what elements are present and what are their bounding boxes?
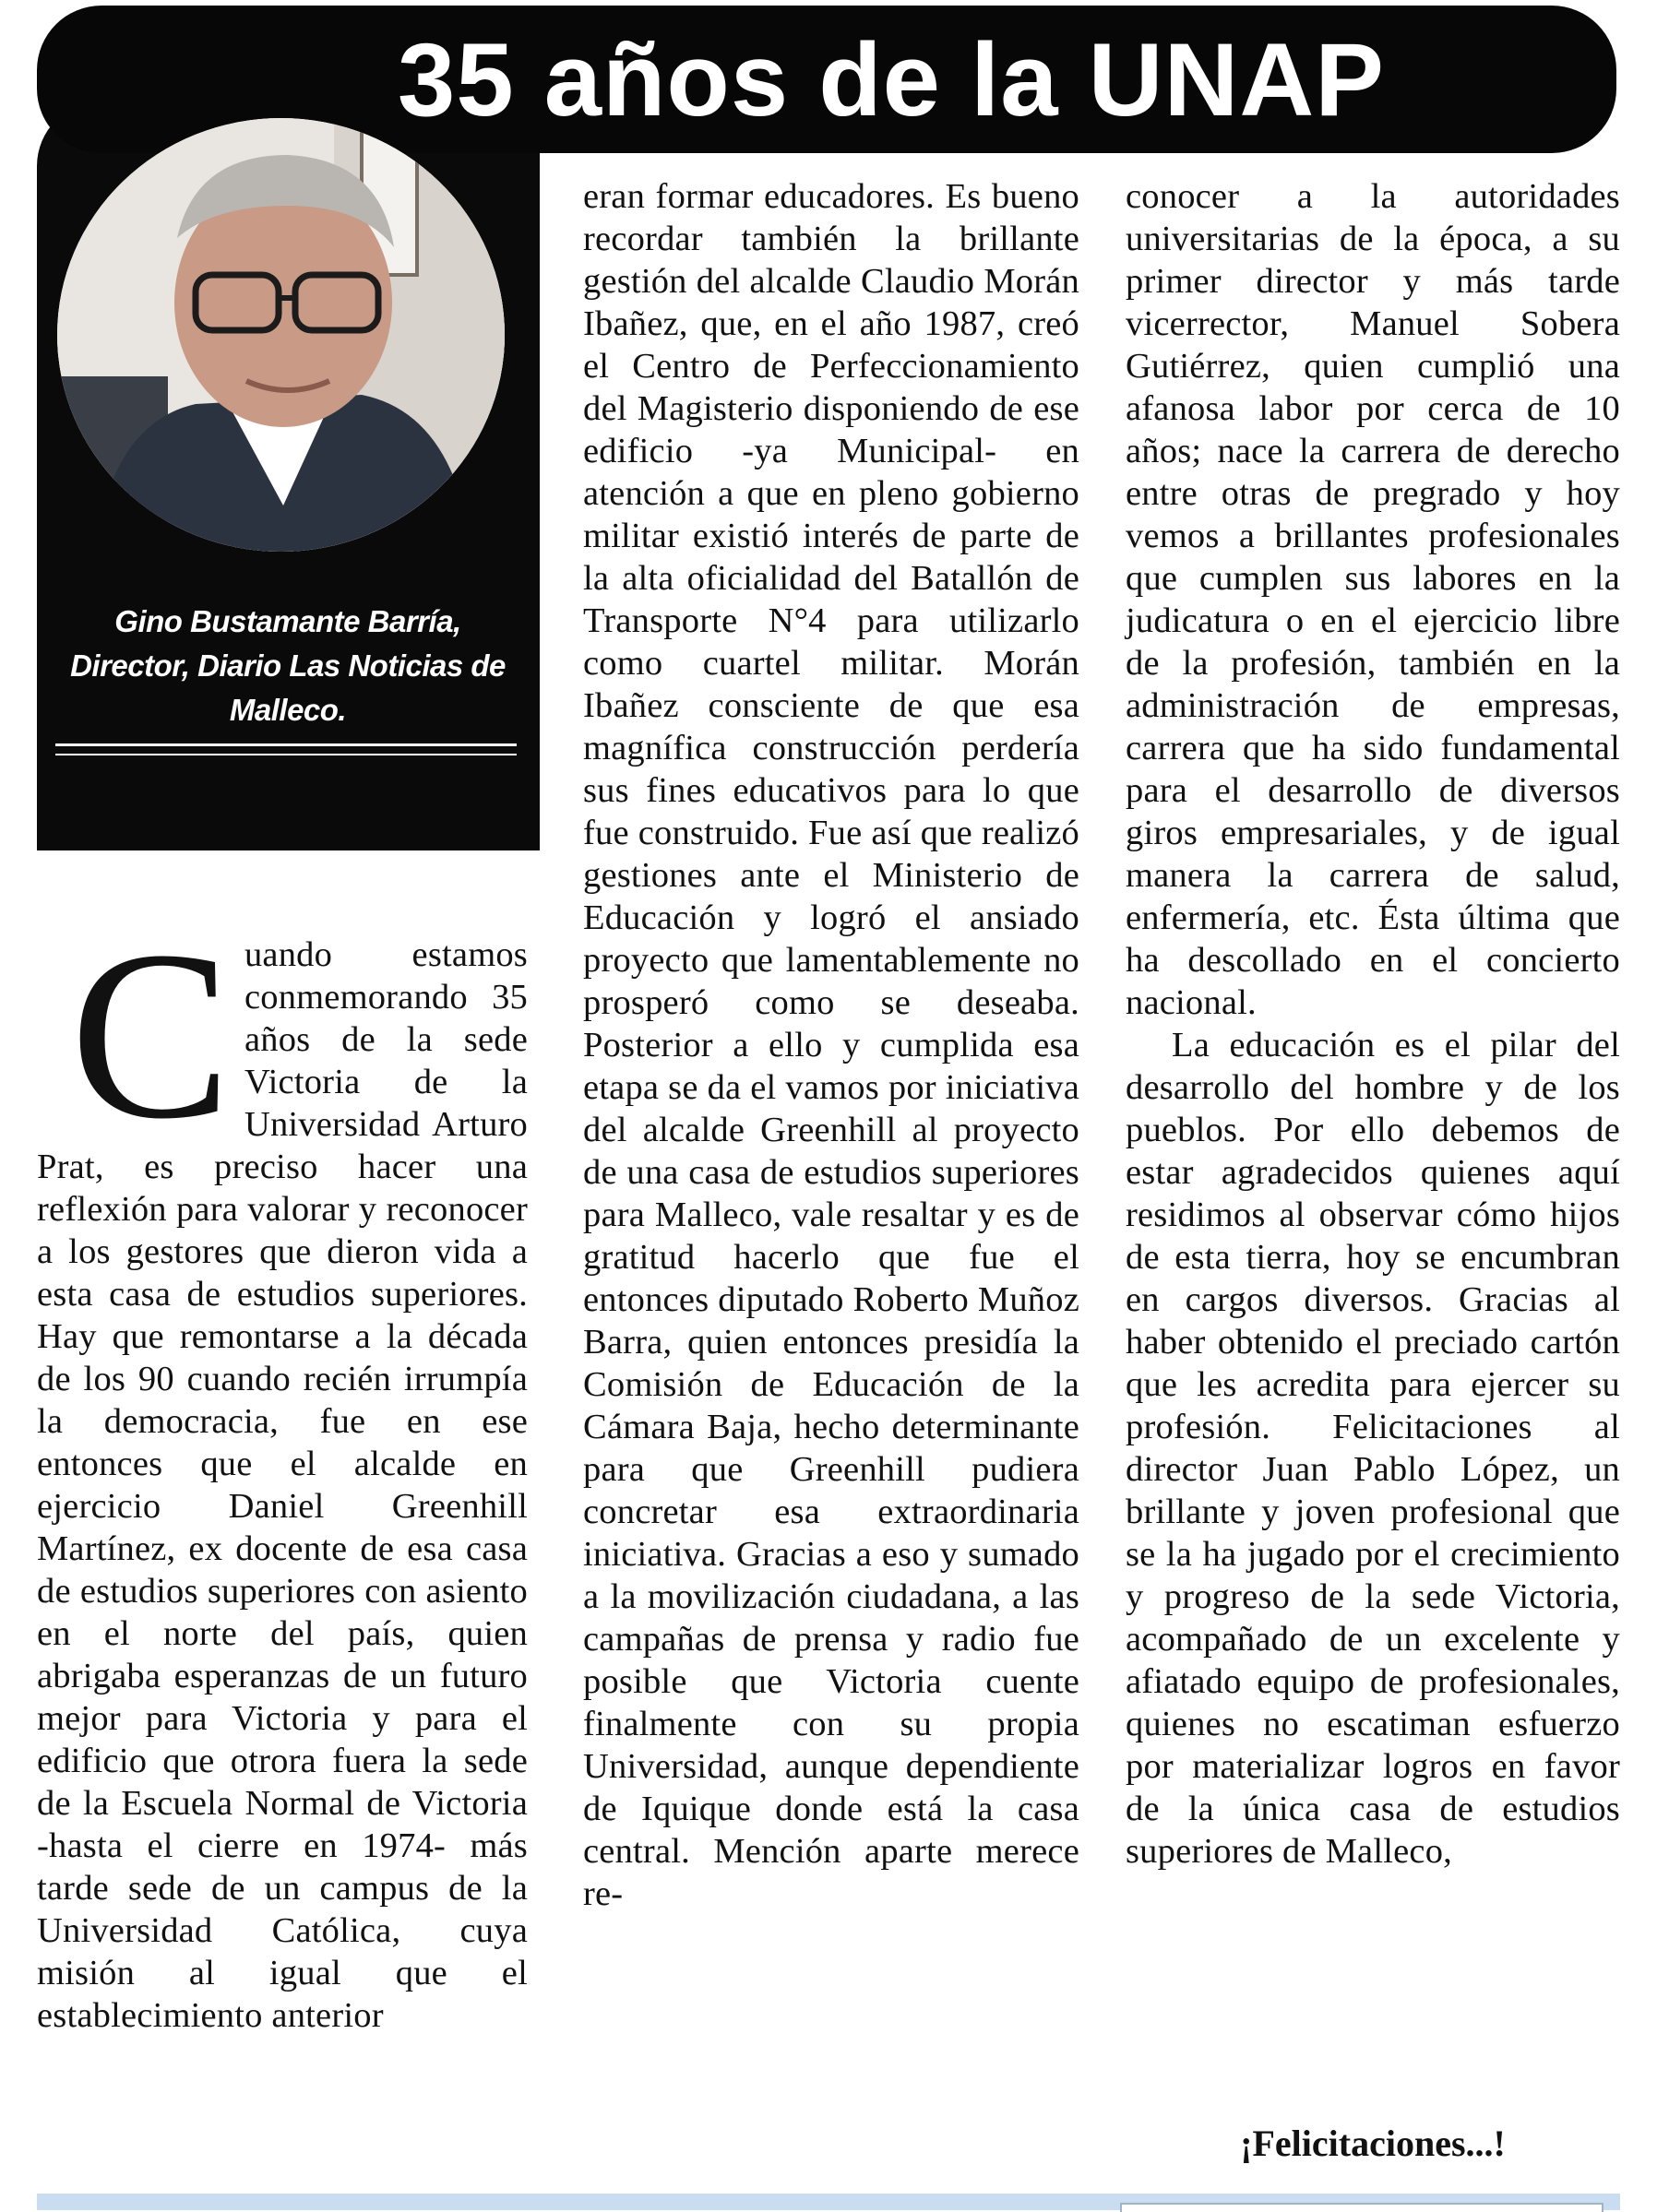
author-portrait-photo xyxy=(57,118,505,552)
column-3-paragraph-2: La educación es el pilar del desarrollo del hombre y de los pueblos. Por ello debemos de estar agradecidos quienes aquí residimos al observar cómo hijos de esta tierra, hoy se encumbran en cargos diversos. Gracias al haber obtenido el preciado cartón que les acredita para ejercer su profesión. Felicitaciones al director Juan Pablo López, un brillante y joven profesional que se la ha jugado por el crecimiento y progreso de la sede Victoria, acompañado de un excelente y afiatado equipo de profesionales, quienes no escatiman esfuerzo por materializar logros en favor de la única casa de estudios superiores de Malleco, xyxy=(1126,1026,1620,1871)
caption-divider-thin xyxy=(55,754,517,755)
column-3-paragraph-1: conocer a la autoridades universitarias de la época, a su primer director y más tarde vicerrector, Manuel Sobera Gutiérrez, quien cumplió una afanosa labor por cerca de 10 años; nace la carrera de derecho entre otras de pregrado y hoy vemos a brillantes profesionales que cumplen sus labores en la judicatura o en el ejercicio libre de la profesión, también en la administración de empresas, carrera que ha sido fundamental para el desarrollo de diversos giros empresariales, y de igual manera la carrera de salud, enfermería, etc. Ésta última que ha descollado en el concierto nacional. xyxy=(1126,177,1620,1022)
portrait-illustration xyxy=(57,118,505,552)
bottom-box xyxy=(1120,2203,1603,2212)
article-column-3 xyxy=(1126,175,1620,1873)
author-caption: Gino Bustamante Barría, Director, Diario Las Noticias de Malleco. xyxy=(70,604,506,727)
drop-cap: C xyxy=(70,901,232,1169)
article-column-2 xyxy=(583,175,1079,1915)
column-1-text: uando estamos conmemorando 35 años de la sede Victoria de la Universidad Arturo Prat, es preciso hacer una reflexión para valorar y reconocer a los gestores que dieron vida a esta casa de estudios superiores. Hay que remontarse a la década de los 90 cuando recién irrumpía la democracia, fue en ese entonces que el alcalde en ejercicio Daniel Greenhill Martínez, ex docente de esa casa de estudios superiores con asiento en el norte del país, quien abrigaba esperanzas de un futuro mejor para Victoria y para el edificio que otrora fuera la sede de la Escuela Normal de Victoria -hasta el cierre en 1974- más tarde sede de un campus de la Universidad Católica, cuya misión al igual que el establecimiento anterior xyxy=(37,935,528,2035)
article-column-1 xyxy=(37,901,528,2037)
caption-divider xyxy=(55,743,517,746)
signoff: ¡Felicitaciones...! xyxy=(1240,2123,1506,2164)
column-2-text: eran formar educadores. Es bueno recordar también la brillante gestión del alcalde Claudio Morán Ibañez, que, en el año 1987, creó el Centro de Perfeccionamiento del Magisterio disponiendo de ese edificio -ya Municipal- en atención a que en pleno gobierno militar existió interés de parte de la alta oficialidad del Batallón de Transporte N°4 para utilizarlo como cuartel militar. Morán Ibañez consciente de que esa magnífica construcción perdería sus fines educativos para lo que fue construido. Fue así que realizó gestiones ante el Ministerio de Educación y logró el ansiado proyecto que lamentablemente no prosperó como se deseaba. Posterior a ello y cumplida esa etapa se da el vamos por iniciativa del alcalde Greenhill al proyecto de una casa de estudios superiores para Malleco, vale resaltar y es de gratitud hacerlo que fue el entonces diputado Roberto Muñoz Barra, quien entonces presidía la Comisión de Educación de la Cámara Baja, hecho determinante para que Greenhill pudiera concretar esa extraordinaria iniciativa. Gracias a eso y sumado a la movilización ciudadana, a las campañas de prensa y radio fue posible que Victoria cuente finalmente con su propia Universidad, aunque dependiente de Iquique donde está la casa central. Mención aparte merece re- xyxy=(583,177,1079,1913)
page-title: 35 años de la UNAP xyxy=(398,21,1385,137)
